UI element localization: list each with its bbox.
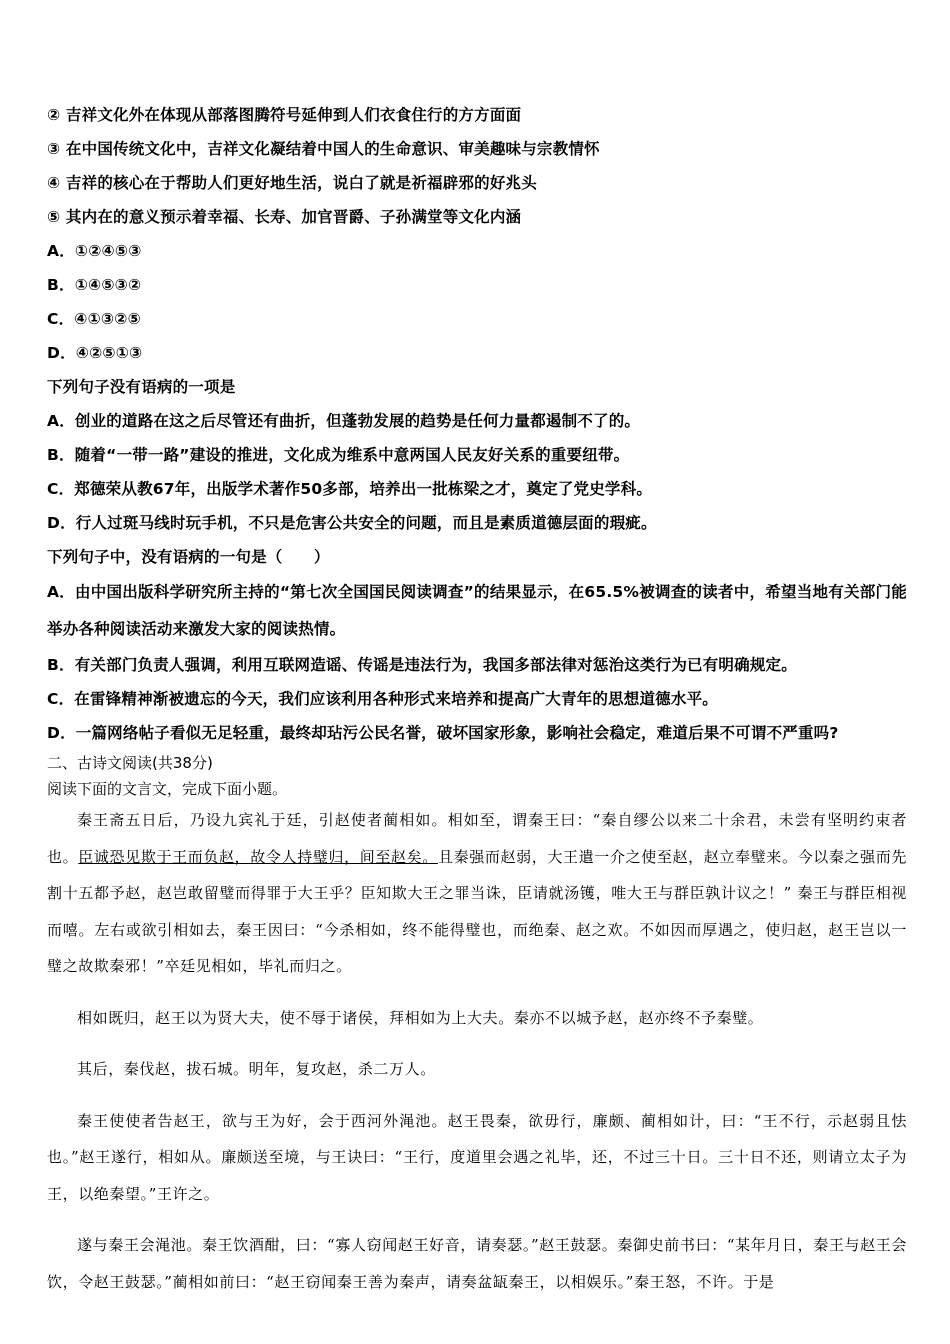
order-item-3: ③ 在中国传统文化中，吉祥文化凝结着中国人的生命意识、审美趣味与宗教情怀 bbox=[47, 140, 600, 158]
passage-paragraph-1 bbox=[47, 802, 907, 985]
question-grammar-2 bbox=[47, 540, 907, 750]
option-c: C．在雷锋精神渐被遗忘的今天，我们应该利用各种形式来培养和提高广大青年的思想道德水平。 bbox=[47, 690, 718, 708]
section-instruction: 阅读下面的文言文，完成下面小题。 bbox=[47, 780, 288, 798]
order-item-2: ② 吉祥文化外在体现从部落图腾符号延伸到人们衣食住行的方方面面 bbox=[47, 106, 522, 124]
option-d: D．行人过斑马线时玩手机，不只是危害公共安全的问题，而且是素质道德层面的瑕疵。 bbox=[47, 514, 657, 532]
option-a: A．由中国出版科学研究所主持的“第七次全国国民阅读调查”的结果显示，在65.5%被调查的读者中，希望当地有关部门能举办各种阅读活动来激发大家的阅读热情。 bbox=[47, 583, 907, 638]
section-heading: 二、古诗文阅读(共38分) bbox=[47, 754, 213, 772]
order-item-5: ⑤ 其内在的意义预示着幸福、长寿、加官晋爵、子孙满堂等文化内涵 bbox=[47, 208, 522, 226]
option-d: D．一篇网络帖子看似无足轻重，最终却玷污公民名誉，破坏国家形象，影响社会稳定，难道后果不可谓不严重吗? bbox=[47, 724, 839, 742]
question-sentence-order bbox=[47, 98, 907, 370]
option-d: D．④②⑤①③ bbox=[47, 344, 143, 362]
passage-paragraph-5: 遂与秦王会渑池。秦王饮酒酣，曰：“寡人窃闻赵王好音，请奏瑟。”赵王鼓瑟。秦御史前书曰：“某年月日，秦王与赵王会饮，令赵王鼓瑟。”蔺相如前曰：“赵王窃闻秦王善为秦声，请奏盆缻秦王，以相娱乐。”秦王怒，不许。于是 bbox=[47, 1236, 907, 1291]
passage-text: 秦王斋五日后，乃设九宾礼于廷，引赵使者蔺相如。相如至，谓秦王曰：“秦自缪公以来二十余君，未尝有坚明约束者也。 bbox=[47, 811, 907, 866]
underlined-sentence: 臣诚恐见欺于王而负赵，故令人持璧归，间至赵矣。 bbox=[78, 847, 438, 866]
section-classical-reading bbox=[47, 750, 907, 1300]
option-b: B．有关部门负责人强调，利用互联网造谣、传谣是违法行为，我国多部法律对惩治这类行为已有明确规定。 bbox=[47, 656, 797, 674]
passage-paragraph-3: 其后，秦伐赵，拔石城。明年，复攻赵，杀二万人。 bbox=[77, 1060, 436, 1078]
passage-text: 且秦强而赵弱，大王遣一介之使至赵，赵立奉璧来。今以秦之强而先割十五都予赵，赵岂敢留璧而得罪于大王乎？臣知欺大王之罪当诛，臣请就汤镬，唯大王与群臣孰计议之！” 秦王与群臣相视而嘻。左右或欲引相如去，秦王因曰：“今杀相如，终不能得璧也，而绝秦、赵之欢。不如因而厚遇之，使归赵，赵王岂以一璧之故欺秦邪！”卒廷见相如，毕礼而归之。 bbox=[47, 847, 907, 975]
passage-paragraph-2: 相如既归，赵王以为贤大夫，使不辱于诸侯，拜相如为上大夫。秦亦不以城予赵，赵亦终不予秦璧。 bbox=[77, 1008, 764, 1027]
question-grammar-1 bbox=[47, 370, 907, 540]
option-c: C．郑德荣从教67年，出版学术著作50多部，培养出一批栋梁之才，奠定了党史学科。 bbox=[47, 480, 653, 498]
option-a: A．①②④⑤③ bbox=[47, 242, 142, 260]
option-b: B．①④⑤③② bbox=[47, 276, 142, 294]
order-item-4: ④ 吉祥的核心在于帮助人们更好地生活，说白了就是祈福辟邪的好兆头 bbox=[47, 174, 537, 192]
option-a: A．创业的道路在这之后尽管还有曲折，但蓬勃发展的趋势是任何力量都遏制不了的。 bbox=[47, 412, 641, 430]
question-stem: 下列句子没有语病的一项是 bbox=[47, 378, 236, 396]
option-b: B．随着“一带一路”建设的推进，文化成为维系中意两国人民友好关系的重要纽带。 bbox=[47, 446, 630, 464]
exam-page bbox=[47, 98, 907, 1315]
option-c: C．④①③②⑤ bbox=[47, 310, 141, 328]
question-stem: 下列句子中，没有语病的一句是（ ） bbox=[47, 548, 330, 566]
passage-paragraph-4: 秦王使使者告赵王，欲与王为好，会于西河外渑池。赵王畏秦，欲毋行，廉颇、蔺相如计，曰：“王不行，示赵弱且怯也。”赵王遂行，相如从。廉颇送至境，与王诀曰：“王行，度道里会遇之礼毕，还，不过三十日。三十日不还，则请立太子为王，以绝秦望。”王许之。 bbox=[47, 1111, 907, 1203]
